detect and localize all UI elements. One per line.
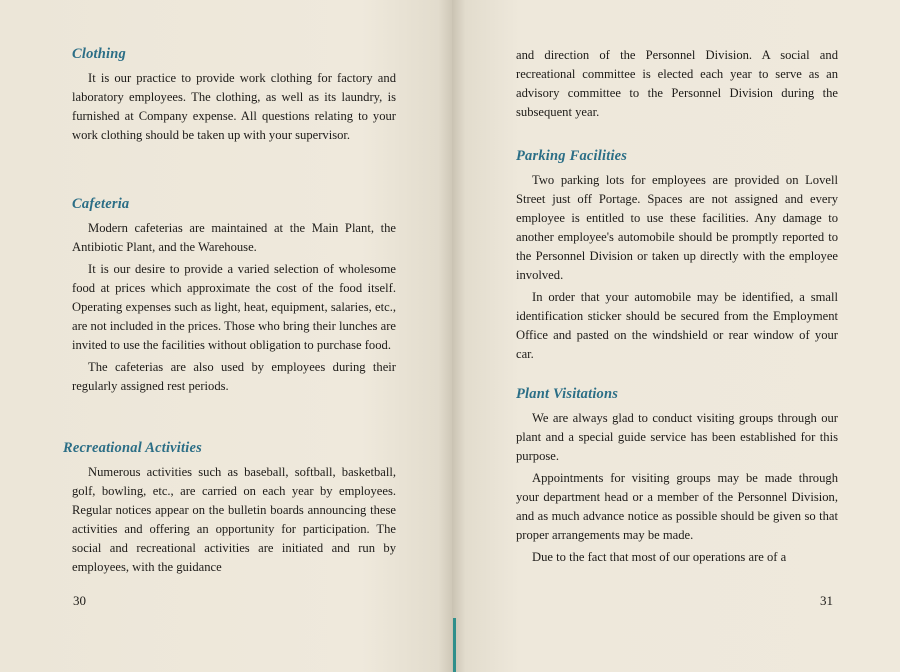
paragraph: In order that your automobile may be identified, a small identification sticker should be secured from the Employment Office and pasted on the windshield or rear window of your car. — [516, 290, 838, 361]
section-clothing — [72, 46, 396, 148]
page-number: 30 — [73, 593, 86, 608]
section-plant-visitations — [516, 386, 838, 570]
paragraph: Two parking lots for employees are provided on Lovell Street just off Portage. Spaces are not assigned and every employee is entitled to use these facilities. Any damage to another employee's automobile should be promptly reported to the Personnel Division or taken up directly with the employee involved. — [516, 173, 838, 282]
section-heading: Plant Visitations — [516, 386, 619, 402]
section-parking-facilities — [516, 148, 838, 367]
paragraph: Numerous activities such as baseball, softball, basketball, golf, bowling, etc., are carried on each year by employees. Regular notices appear on the bulletin boards announcing these activities and offering an opportunity for participation. The social and recreational activities are initiated and run by employees, with the guidance — [72, 465, 396, 574]
section-heading: Clothing — [72, 46, 126, 62]
right-page — [452, 0, 900, 672]
section-heading: Recreational Activities — [63, 440, 202, 456]
section-recreational-activities — [63, 440, 396, 580]
paragraph: It is our desire to provide a varied selection of wholesome food at prices which approximate the cost of the food itself. Operating expenses such as light, heat, equipment, salaries, etc., are not included in the prices. Those who bring their lunches are invited to use the facilities without obligation to purchase food. — [72, 262, 396, 352]
paragraph: The cafeterias are also used by employees during their regularly assigned rest periods. — [72, 360, 396, 393]
section-cafeteria — [72, 196, 396, 399]
paragraph: Appointments for visiting groups may be made through your department head or a member of the Personnel Division, and as much advance notice as possible should be given so that proper arrangements may be made. — [516, 471, 838, 542]
page-number: 31 — [820, 593, 833, 608]
paragraph: and direction of the Personnel Division. A social and recreational committee is elected each year to serve as an advisory committee to the Personnel Division during the subsequent year. — [516, 48, 838, 119]
continued-text — [516, 46, 838, 125]
section-heading: Parking Facilities — [516, 148, 628, 164]
paragraph: Due to the fact that most of our operations are of a — [532, 550, 787, 564]
binding-ribbon — [453, 618, 456, 672]
paragraph: We are always glad to conduct visiting groups through our plant and a special guide service has been established for this purpose. — [516, 411, 838, 463]
section-heading: Cafeteria — [72, 196, 130, 212]
paragraph: Modern cafeterias are maintained at the Main Plant, the Antibiotic Plant, and the Warehouse. — [72, 221, 396, 254]
paragraph: It is our practice to provide work clothing for factory and laboratory employees. The clothing, as well as its laundry, is furnished at Company expense. All questions relating to your work clothing should be taken up with your supervisor. — [72, 71, 396, 142]
